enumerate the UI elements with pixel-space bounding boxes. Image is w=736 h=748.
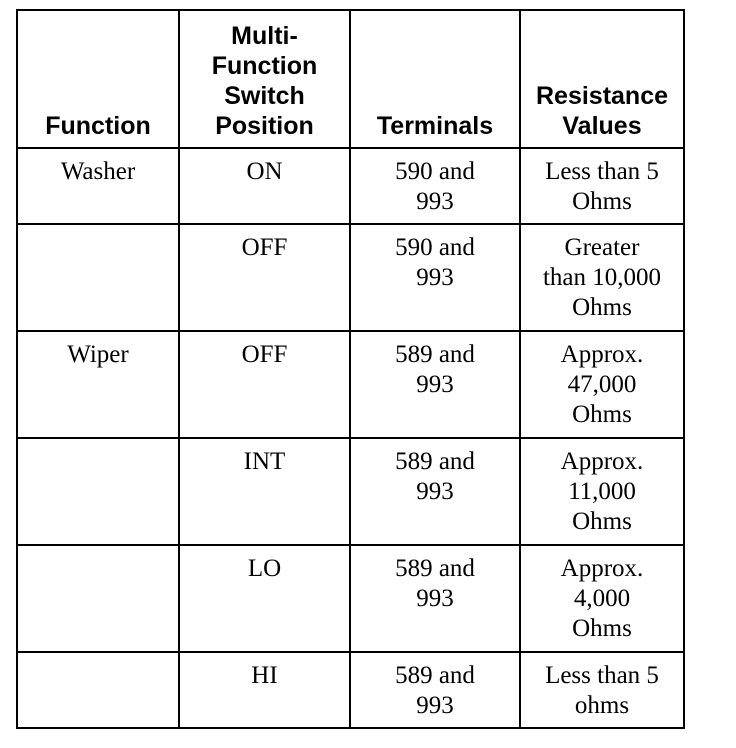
cell-line: 11,000: [568, 478, 636, 505]
header-function: Function: [17, 10, 179, 148]
switch-resistance-table: [16, 9, 685, 729]
cell-line: Function: [211, 52, 318, 80]
cell-line: Ohms: [572, 615, 632, 642]
cell-line: Less than 5: [545, 662, 659, 689]
cell-line: Switch: [224, 82, 305, 110]
table-header-row: [17, 10, 684, 148]
cell-terminals: [350, 545, 520, 652]
cell-position: OFF: [179, 331, 350, 438]
cell-line: Values: [562, 112, 642, 140]
cell-resistance: [520, 148, 684, 224]
cell-line: 993: [416, 585, 454, 612]
table-row: [17, 438, 684, 545]
cell-function: Wiper: [17, 331, 179, 438]
cell-line: Approx.: [560, 555, 644, 582]
cell-resistance: [520, 652, 684, 728]
cell-resistance: [520, 331, 684, 438]
cell-line: 589 and: [395, 662, 475, 689]
cell-line: Ohms: [572, 294, 632, 321]
cell-terminals: [350, 224, 520, 331]
cell-line: Ohms: [572, 508, 632, 535]
cell-line: Approx.: [560, 341, 644, 368]
cell-position: OFF: [179, 224, 350, 331]
cell-line: 993: [416, 188, 454, 215]
cell-line: 589 and: [395, 341, 475, 368]
cell-line: Multi-: [231, 22, 298, 50]
cell-function: [17, 224, 179, 331]
table-row: [17, 331, 684, 438]
header-terminals: Terminals: [350, 10, 520, 148]
table-row: [17, 148, 684, 224]
cell-line: 993: [416, 371, 454, 398]
cell-line: 993: [416, 264, 454, 291]
cell-line: than 10,000: [542, 264, 662, 291]
cell-line: Greater: [564, 234, 640, 261]
cell-line: 993: [416, 692, 454, 719]
cell-function: [17, 652, 179, 728]
header-resistance-values: [520, 10, 684, 148]
table-row: [17, 652, 684, 728]
cell-line: 47,000: [567, 371, 637, 398]
cell-position: LO: [179, 545, 350, 652]
cell-line: Resistance: [535, 82, 669, 110]
cell-line: Ohms: [572, 188, 632, 215]
table-row: [17, 224, 684, 331]
cell-resistance: [520, 224, 684, 331]
cell-line: 590 and: [395, 234, 475, 261]
cell-terminals: [350, 438, 520, 545]
cell-line: 589 and: [395, 448, 475, 475]
cell-position: INT: [179, 438, 350, 545]
cell-line: Approx.: [560, 448, 644, 475]
cell-line: 590 and: [395, 158, 475, 185]
cell-line: 993: [416, 478, 454, 505]
cell-line: ohms: [574, 692, 630, 719]
cell-line: 589 and: [395, 555, 475, 582]
cell-line: Position: [215, 112, 314, 140]
header-switch-position: [179, 10, 350, 148]
cell-line: 4,000: [573, 585, 631, 612]
cell-function: [17, 438, 179, 545]
cell-function: [17, 545, 179, 652]
cell-resistance: [520, 438, 684, 545]
cell-position: ON: [179, 148, 350, 224]
cell-terminals: [350, 652, 520, 728]
cell-function: Washer: [17, 148, 179, 224]
cell-resistance: [520, 545, 684, 652]
cell-terminals: [350, 331, 520, 438]
cell-line: Ohms: [572, 401, 632, 428]
cell-line: Less than 5: [545, 158, 659, 185]
cell-terminals: [350, 148, 520, 224]
cell-position: HI: [179, 652, 350, 728]
table-row: [17, 545, 684, 652]
